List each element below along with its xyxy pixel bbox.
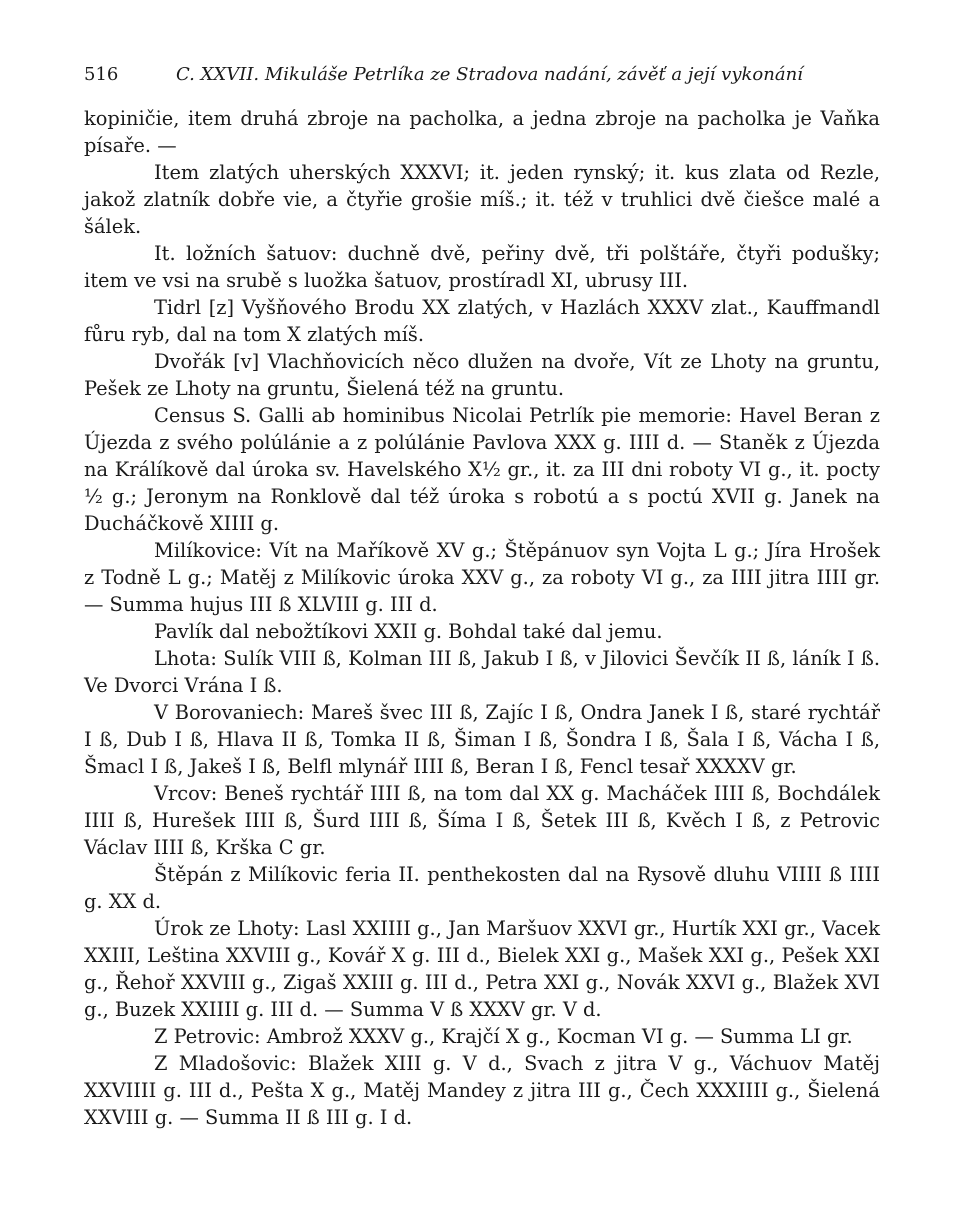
body-text xyxy=(84,105,880,1131)
paragraph-petrovic: Z Petrovic: Ambrož XXXV g., Krajčí X g., Kocman VI g. — Summa LI gr. xyxy=(154,1025,853,1048)
paragraph-dvorak: Dvořák [v] Vlachňovicích něco dlužen na dvoře, Vít ze Lhoty na gruntu, Pešek ze Lhoty na gruntu, Šielená též na gruntu. xyxy=(84,350,880,400)
paragraph-gold-coins: Item zlatých uherských XXXVI; it. jeden rynský; it. kus zlata od Rezle, jakož zlatník dobře vie, a čtyřie grošie míš.; it. též v truhlici dvě čiešce malé a šálek. xyxy=(84,161,880,238)
paragraph-census: Census S. Galli ab hominibus Nicolai Petrlík pie memorie: Havel Beran z Újezda z svého polúlánie a z polúlánie Pavlova XXX g. IIII d. — Staněk z Újezda na Králíkově dal úroka sv. Havelského X½ gr., it. za III dni roboty VI g., it. pocty ½ g.; Jeronym na Ronklově dal též úroka s robotú a s poctú XVII g. Janek na Ducháčkově XIIII g. xyxy=(84,404,880,535)
paragraph-urok-lhota: Úrok ze Lhoty: Lasl XXIIII g., Jan Maršuov XXVI gr., Hurtík XXI gr., Vacek XXIII, Leština XXVIII g., Kovář X g. III d., Bielek XXI g., Mašek XXI g., Pešek XXI g., Řehoř XXVIII g., Zigaš XXIII g. III d., Petra XXI g., Novák XXVI g., Blažek XVI g., Buzek XXIIII g. III d. — Summa V ß XXXV gr. V d. xyxy=(84,917,880,1021)
paragraph-stepan: Štěpán z Milíkovic feria II. penthekosten dal na Rysově dluhu VIIII ß IIII g. XX d. xyxy=(84,863,880,913)
paragraph-vrcov: Vrcov: Beneš rychtář IIII ß, na tom dal XX g. Macháček IIII ß, Bochdálek IIII ß, Hurešek IIII ß, Šurd IIII ß, Šíma I ß, Šetek III ß, Kvěch I ß, z Petrovic Václav IIII ß, Krška C gr. xyxy=(84,782,880,859)
paragraph-mladosovic: Z Mladošovic: Blažek XIII g. V d., Svach z jitra V g., Váchuov Matěj XXVIIII g. III d., Pešta X g., Matěj Mandey z jitra III g., Čech XXXIIII g., Šielená XXVIII g. — Summa II ß III g. I d. xyxy=(84,1052,880,1129)
paragraph-pavlik: Pavlík dal nebožtíkovi XXII g. Bohdal také dal jemu. xyxy=(154,620,663,643)
paragraph-lhota: Lhota: Sulík VIII ß, Kolman III ß, Jakub I ß, v Jilovici Ševčík II ß, láník I ß. Ve Dvorci Vrána I ß. xyxy=(84,647,880,697)
document-page xyxy=(84,60,880,1131)
paragraph-milikovice: Milíkovice: Vít na Maříkově XV g.; Štěpánuov syn Vojta L g.; Jíra Hrošek z Todně L g.; Matěj z Milíkovic úroka XXV g., za roboty VI g., za IIII jitra IIII gr. — Summa hujus III ß XLVIII g. III d. xyxy=(84,539,880,616)
running-title: C. XXVII. Mikuláše Petrlíka ze Stradova nadání, závěť a její vykonání xyxy=(176,64,803,85)
paragraph-borovany: V Borovaniech: Mareš švec III ß, Zajíc I ß, Ondra Janek I ß, staré rychtář I ß, Dub I ß, Hlava II ß, Tomka II ß, Šiman I ß, Šondra I ß, Šala I ß, Vácha I ß, Šmacl I ß, Jakeš I ß, Belfl mlynář IIII ß, Beran I ß, Fencl tesař XXXXV gr. xyxy=(84,701,880,778)
paragraph-continuation: kopiničie, item druhá zbroje na pacholka, a jedna zbroje na pacholka je Vaňka písaře. — xyxy=(84,107,880,157)
paragraph-bedding: It. ložních šatuov: duchně dvě, peřiny dvě, tři polštáře, čtyři podušky; item ve vsi na srubě s luožka šatuov, prostíradl XI, ubrusy III. xyxy=(84,242,880,292)
page-number: 516 xyxy=(84,64,119,85)
paragraph-tidrl: Tidrl [z] Vyšňového Brodu XX zlatých, v Hazlách XXXV zlat., Kauffmandl fůru ryb, dal na tom X zlatých míš. xyxy=(84,296,880,346)
page-header xyxy=(84,60,880,90)
